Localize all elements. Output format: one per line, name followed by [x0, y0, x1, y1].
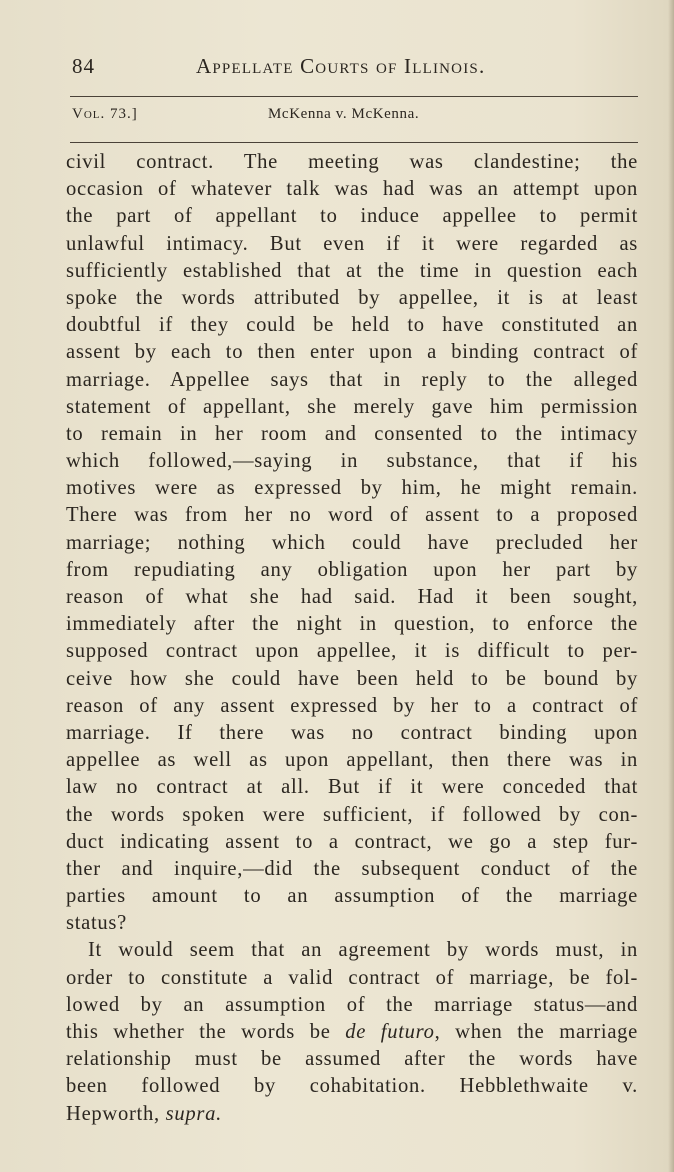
text-line-with-italic	[66, 1101, 638, 1128]
text-line: ther and inquire,—did the subsequent conduct of the	[66, 857, 638, 880]
text-line: unlawful intimacy. But even if it were regarded as	[66, 232, 638, 255]
text-line: motives were as expressed by him, he might remain.	[66, 477, 638, 500]
text-line: supposed contract upon appellee, it is difficult to per-	[66, 640, 638, 663]
page-number: 84	[72, 54, 95, 78]
volume-line	[72, 106, 632, 128]
text-line: from repudiating any obligation upon her part by	[66, 558, 638, 581]
text-line: doubtful if they could be held to have constituted an	[66, 314, 638, 337]
header-rule	[70, 96, 638, 97]
subheader-rule	[70, 142, 638, 143]
text-line: been followed by cohabitation. Hebblethwaite v.	[66, 1075, 638, 1098]
text-line: reason of any assent expressed by her to a contract of	[66, 694, 638, 717]
text-line: the words spoken were sufficient, if followed by con-	[66, 803, 638, 826]
text-line: duct indicating assent to a contract, we go a step fur-	[66, 830, 638, 853]
text-line: It would seem that an agreement by words must, in	[88, 939, 638, 962]
running-head	[72, 54, 632, 84]
text-fragment: , when the marriage	[434, 1021, 638, 1043]
text-line: which followed,—saying in substance, that if his	[66, 450, 638, 473]
text-line: appellee as well as upon appellant, then there was in	[66, 749, 638, 772]
text-line: marriage. Appellee says that in reply to the alleged	[66, 368, 638, 391]
page-edge-shadow	[668, 0, 674, 1172]
text-line: status?	[66, 912, 127, 935]
text-line: marriage; nothing which could have precluded her	[66, 531, 638, 554]
text-line: law no contract at all. But if it were conceded that	[66, 776, 638, 799]
text-line: the part of appellant to induce appellee to permit	[66, 205, 638, 228]
text-line: relationship must be assumed after the words have	[66, 1048, 638, 1071]
text-line: statement of appellant, she merely gave him permission	[66, 395, 638, 418]
text-line: parties amount to an assumption of the marriage	[66, 885, 638, 908]
text-line: assent by each to then enter upon a binding contract of	[66, 341, 638, 364]
volume-reference: Vol. 73.]	[72, 106, 138, 122]
text-line: order to constitute a valid contract of marriage, be fol-	[66, 966, 638, 989]
text-line: sufficiently established that at the time in question each	[66, 259, 638, 282]
running-head-title: Appellate Courts of Illinois.	[196, 54, 486, 78]
italic-phrase: supra.	[165, 1102, 222, 1125]
text-line: reason of what she had said. Had it been sought,	[66, 586, 638, 608]
italic-phrase: de futuro	[345, 1021, 435, 1043]
text-line: occasion of whatever talk was had was an attempt upon	[66, 178, 638, 201]
text-line: marriage. If there was no contract binding upon	[66, 721, 638, 744]
text-line: spoke the words attributed by appellee, it is at least	[66, 286, 638, 309]
text-line-with-italic	[66, 1019, 638, 1046]
case-name: McKenna v. McKenna.	[268, 106, 420, 122]
text-line: lowed by an assumption of the marriage status—and	[66, 993, 638, 1016]
text-line: There was from her no word of assent to a proposed	[66, 504, 638, 527]
text-line: civil contract. The meeting was clandestine; the	[66, 151, 638, 173]
opinion-text	[66, 149, 638, 1128]
text-fragment: this whether the words be	[66, 1021, 331, 1043]
text-line: to remain in her room and consented to the intimacy	[66, 422, 638, 445]
text-line: ceive how she could have been held to be bound by	[66, 667, 638, 690]
text-fragment: Hepworth,	[66, 1102, 160, 1125]
text-line: immediately after the night in question, to enforce the	[66, 613, 638, 636]
